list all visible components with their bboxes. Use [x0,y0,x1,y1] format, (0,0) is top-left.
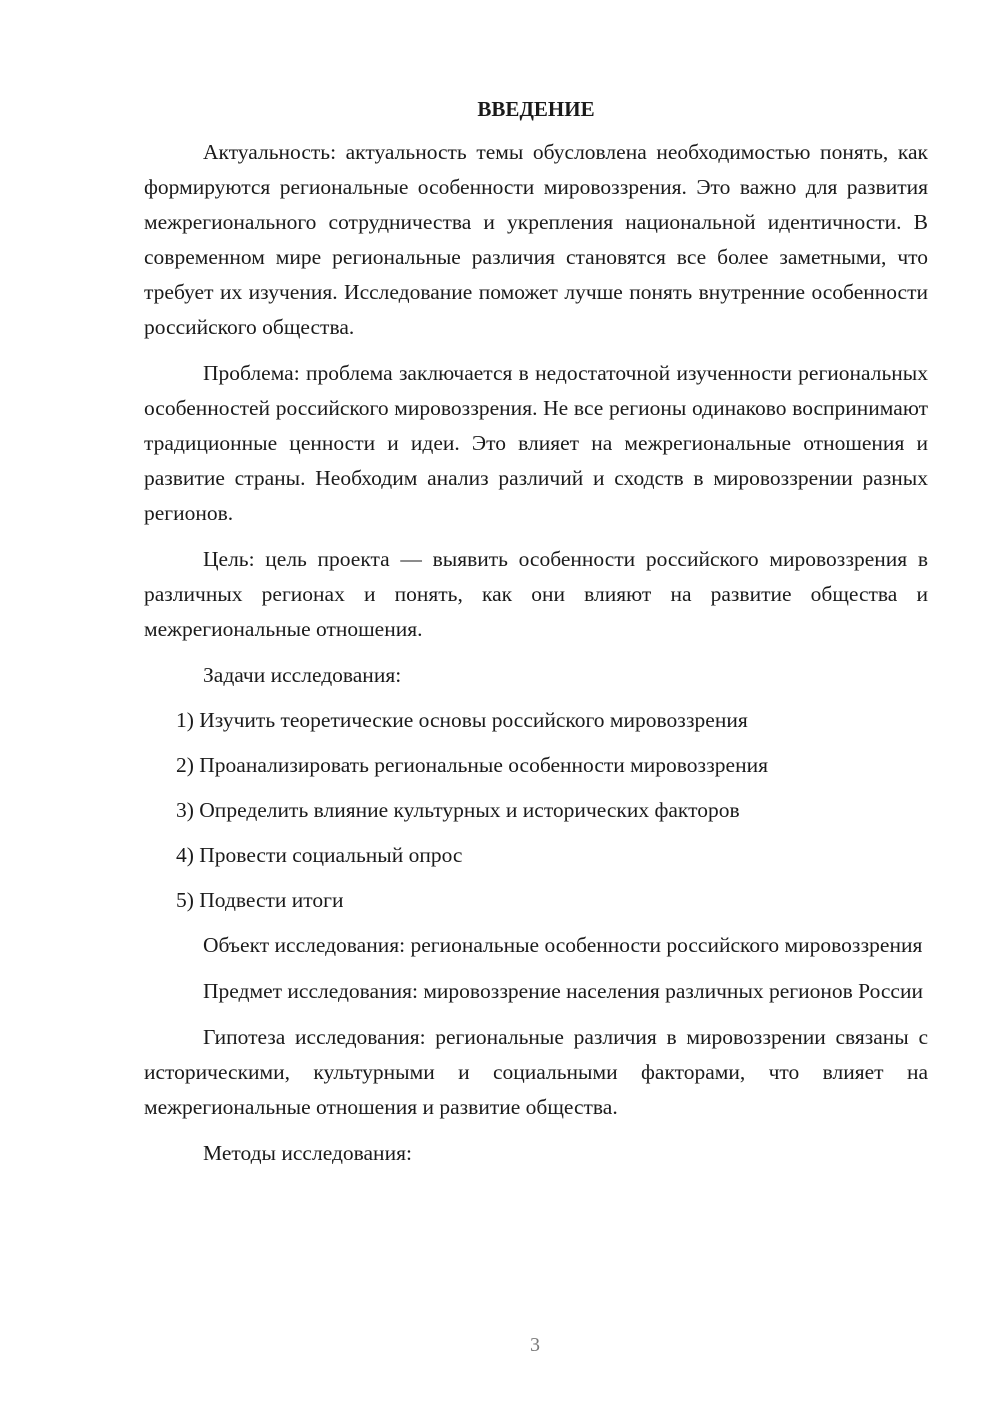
relevance-paragraph: Актуальность: актуальность темы обусловлена необходимостью понять, как формируются региональные особенности мировоззрения. Это важно для развития межрегионального сотрудничества и укрепления национальной идентичности. В современном мире региональные различия становятся все более заметными, что требует их изучения. Исследование поможет лучше понять внутренние особенности российского общества. [144,140,928,339]
list-item: 5) Подвести итоги [176,888,344,912]
list-item: 3) Определить влияние культурных и исторических факторов [176,798,740,822]
methods-heading: Методы исследования: [203,1141,412,1165]
task-list [144,703,928,918]
page-number: 3 [530,1334,540,1356]
problem-paragraph: Проблема: проблема заключается в недостаточной изученности региональных особенностей российского мировоззрения. Не все регионы одинаково воспринимают традиционные ценности и идеи. Это влияет на межрегиональные отношения и развитие страны. Необходим анализ различий и сходств в мировоззрении разных регионов. [144,361,928,525]
tasks-heading: Задачи исследования: [203,663,402,687]
page-content [144,92,928,1181]
subject-paragraph: Предмет исследования: мировоззрение населения различных регионов России [203,979,923,1003]
goal-paragraph: Цель: цель проекта — выявить особенности российского мировоззрения в различных регионах и понять, как они влияют на развитие общества и межрегиональные отношения. [144,547,928,641]
list-item: 2) Проанализировать региональные особенности мировоззрения [176,753,768,777]
object-paragraph: Объект исследования: региональные особенности российского мировоззрения [203,933,923,957]
hypothesis-paragraph: Гипотеза исследования: региональные различия в мировоззрении связаны с историческими, культурными и социальными факторами, что влияет на межрегиональные отношения и развитие общества. [144,1025,928,1119]
list-item: 4) Провести социальный опрос [176,843,463,867]
list-item: 1) Изучить теоретические основы российского мировоззрения [176,708,748,732]
section-title: ВВЕДЕНИЕ [477,97,595,121]
